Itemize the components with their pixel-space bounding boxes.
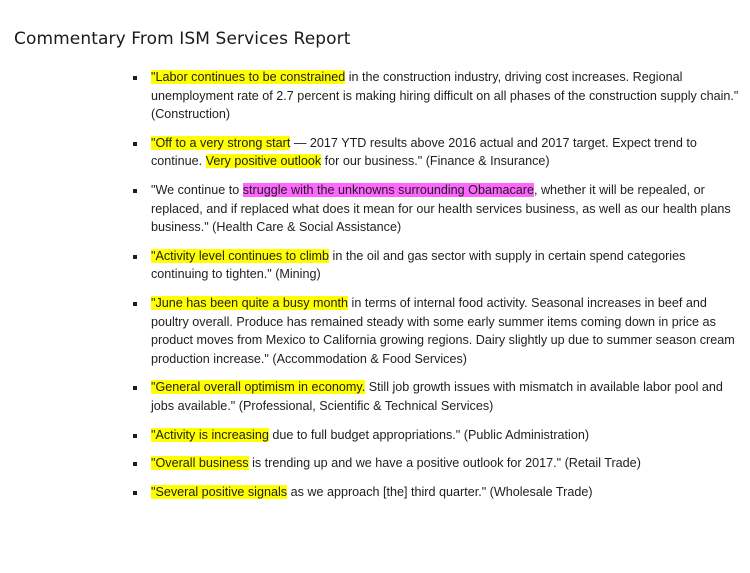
highlighted-text: "Several positive signals [151, 484, 288, 499]
highlighted-text: Very positive outlook [205, 154, 322, 169]
highlighted-text: "Activity level continues to climb [151, 248, 330, 263]
quote-text: in the construction industry, driving cost increases. Regional unemployment rate of 2.7 percent is making hiring difficult on all phases of the construction supply chain." (Construction) [151, 70, 739, 122]
list-item [133, 378, 743, 415]
highlighted-text: "Activity is increasing [151, 427, 269, 442]
quote-text: due to full budget appropriations." (Public Administration) [268, 427, 590, 442]
list-item [133, 294, 743, 368]
list-item [133, 247, 743, 284]
quote-text: is trending up and we have a positive outlook for 2017." (Retail Trade) [248, 456, 641, 471]
highlighted-text: "June has been quite a busy month [151, 295, 349, 310]
quote-text: "We continue to [151, 182, 243, 197]
page-title: Commentary From ISM Services Report [14, 29, 351, 49]
bullet-icon [133, 302, 137, 306]
bullet-icon [133, 434, 137, 438]
list-item [133, 68, 743, 124]
bullet-icon [133, 491, 137, 495]
highlighted-text: "Overall business [151, 456, 249, 471]
list-item [133, 181, 743, 237]
list-item [133, 426, 743, 445]
bullet-icon [133, 462, 137, 466]
highlighted-text: "Labor continues to be constrained [151, 70, 346, 84]
commentary-list [133, 68, 743, 501]
list-item [133, 454, 743, 473]
quote-text: in terms of internal food activity. Seasonal increases in beef and poultry overall. Produce has remained steady with some early summer items coming down in price as product moves from Mexico to California growing regions. Dairy slightly up due to summer season cream production increase." (Accommodation & Food Services) [151, 295, 735, 366]
bullet-icon [133, 76, 137, 80]
list-item [133, 483, 743, 502]
highlighted-text: "Off to a very strong start [151, 135, 291, 150]
quote-text: in the oil and gas sector with supply in certain spend categories continuing to tighten." (Mining) [151, 248, 686, 282]
bullet-icon [133, 142, 137, 146]
quote-text: as we approach [the] third quarter." (Wholesale Trade) [287, 484, 593, 499]
list-item [133, 134, 743, 171]
bullet-icon [133, 255, 137, 259]
quote-text: — 2017 YTD results above 2016 actual and 2017 target. Expect trend to continue. [151, 135, 697, 169]
quote-text: , whether it will be repealed, or replaced, and if replaced what does it mean for our health services business, as well as our health plans business." (Health Care & Social Assistance) [151, 182, 731, 235]
bullet-icon [133, 386, 137, 390]
bullet-icon [133, 189, 137, 193]
quote-text: for our business." (Finance & Insurance) [321, 154, 550, 169]
quote-text: Still job growth issues with mismatch in available labor pool and jobs available." (Professional, Scientific & Technical Services) [151, 380, 723, 413]
highlighted-text: struggle with the unknowns surrounding Obamacare [242, 182, 534, 197]
highlighted-text: "General overall optimism in economy. [151, 380, 366, 395]
